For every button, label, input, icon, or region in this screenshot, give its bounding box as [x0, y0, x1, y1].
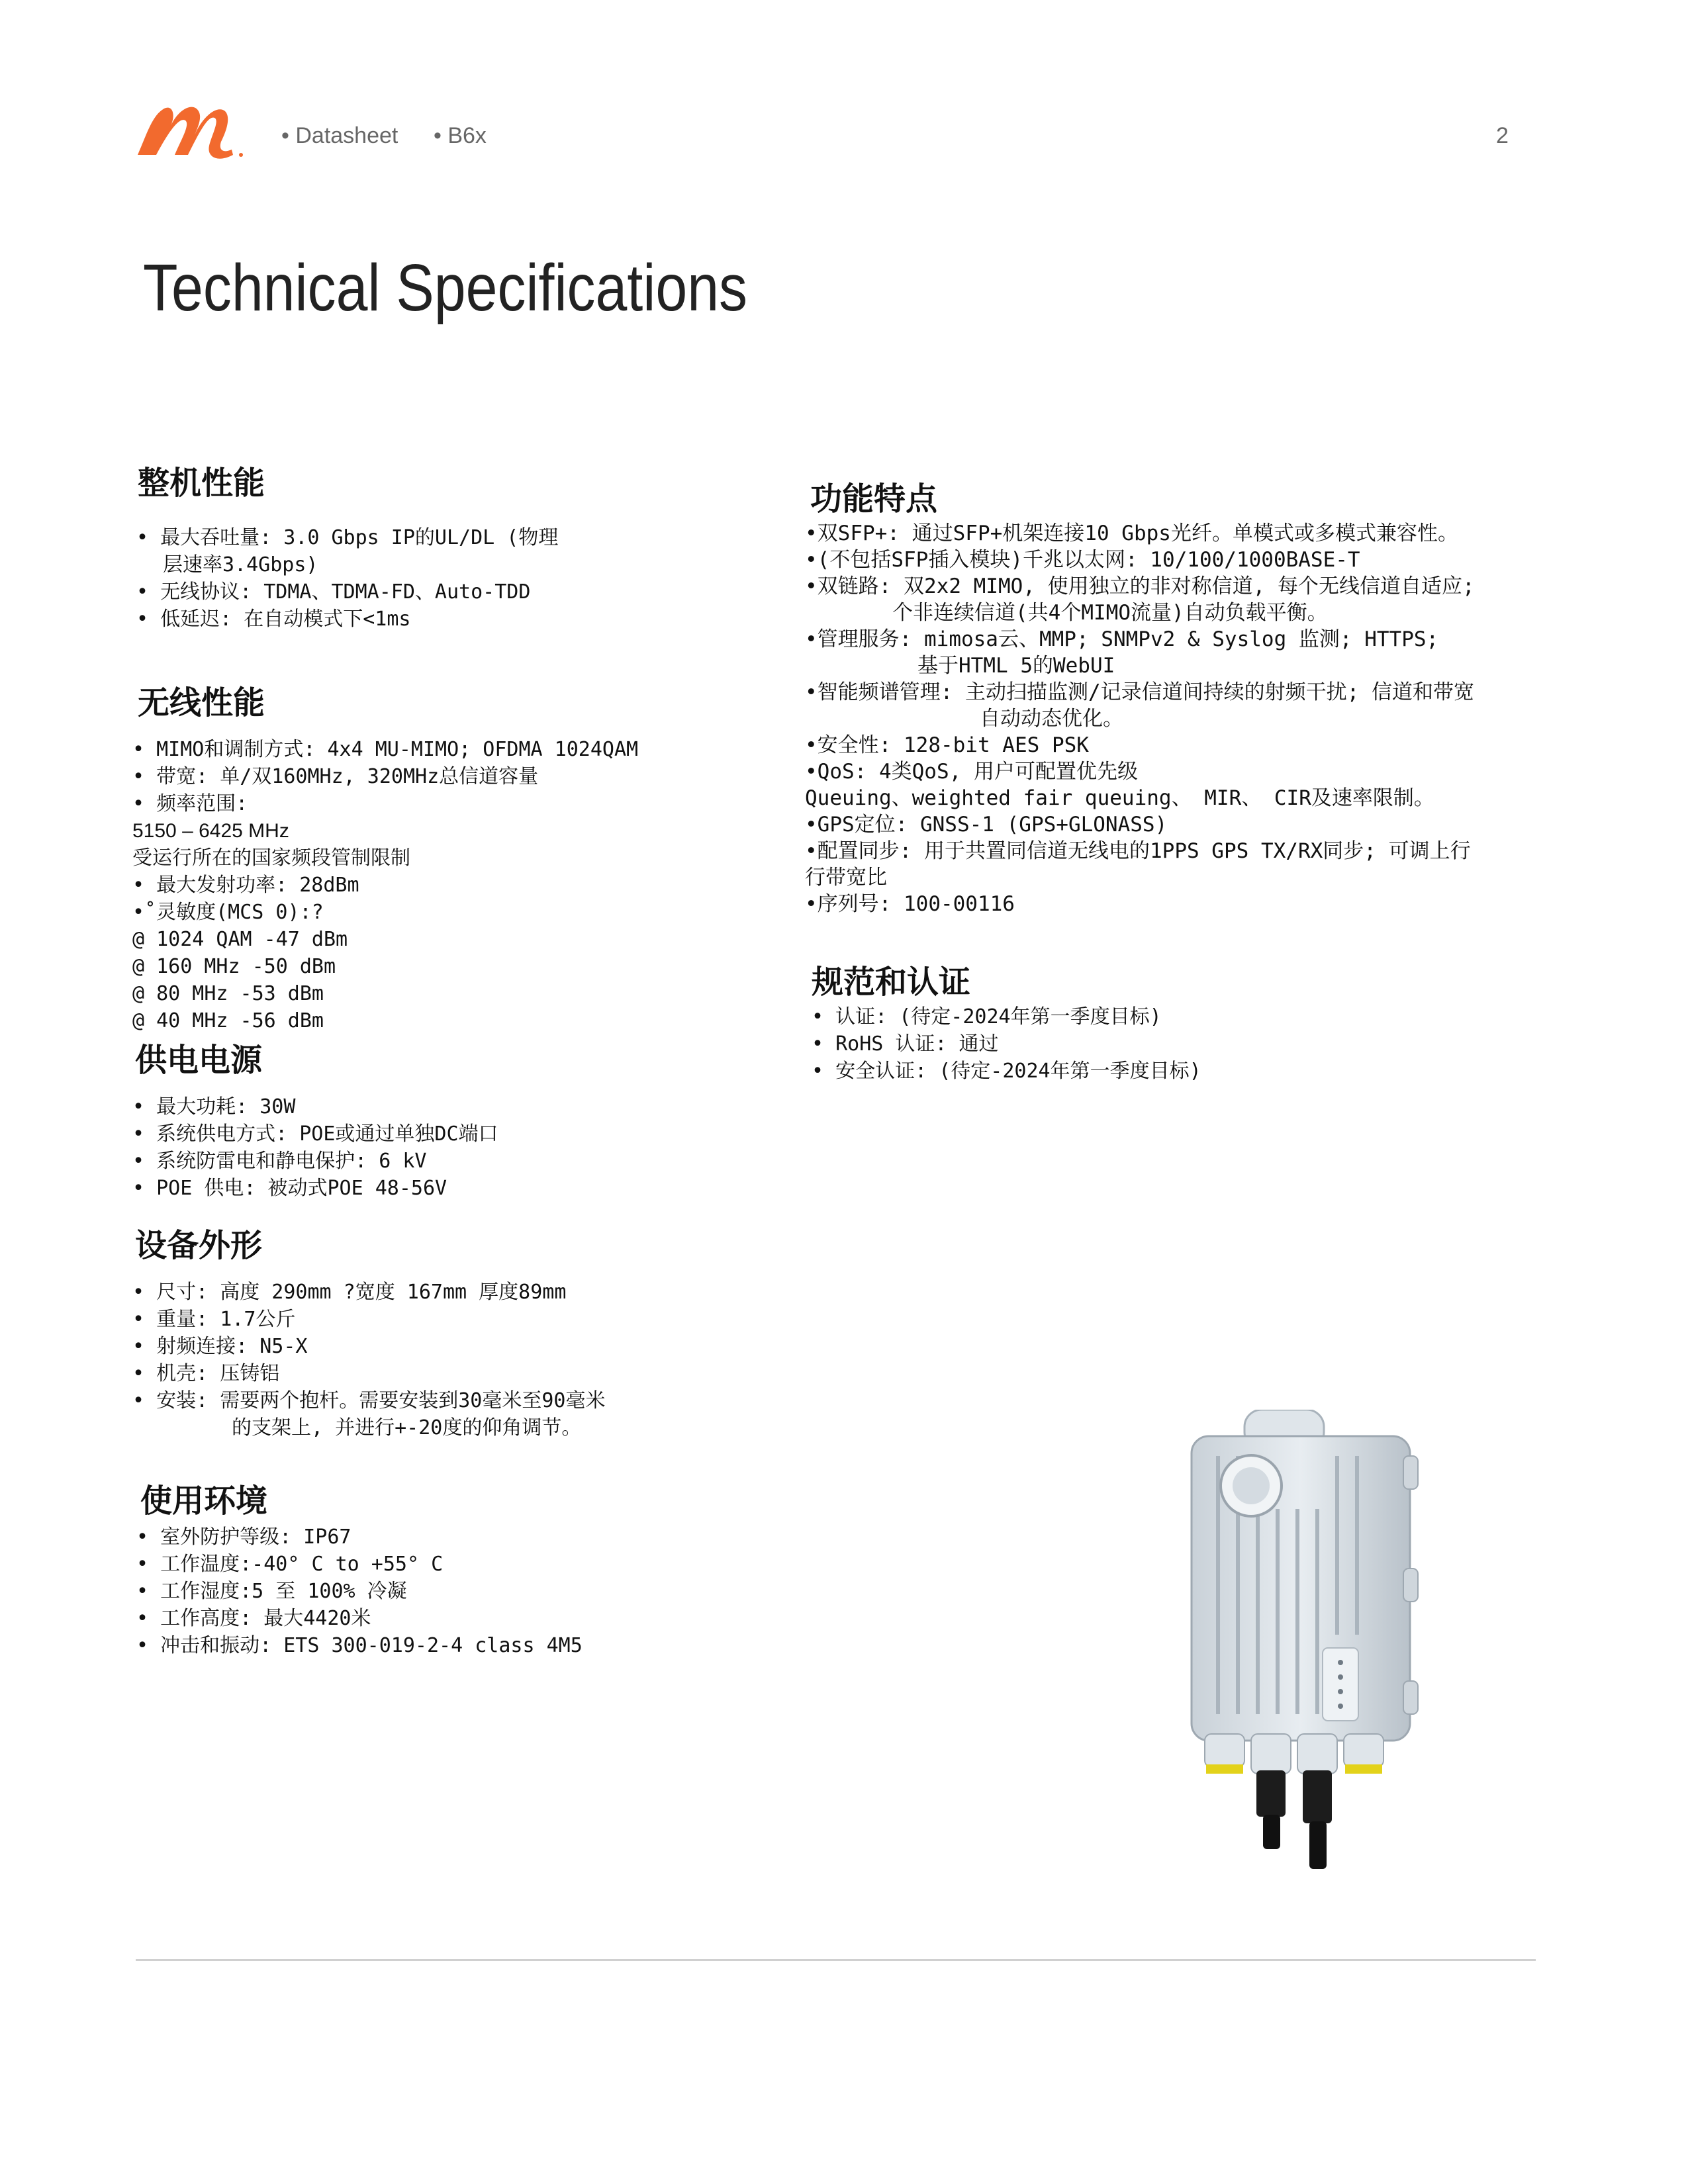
- section-heading: 供电电源: [135, 1042, 263, 1079]
- list-item: 自动动态优化。: [980, 707, 1123, 731]
- physical-list: [132, 1279, 606, 1441]
- list-item: • 最大功耗: 30W: [132, 1095, 296, 1118]
- section-heading: 使用环境: [140, 1482, 268, 1520]
- section-heading: 无线性能: [138, 684, 265, 721]
- list-item: 受运行所在的国家频段管制限制: [132, 846, 410, 870]
- section-heading: 设备外形: [135, 1227, 263, 1264]
- list-item: • 工作高度: 最大4420米: [136, 1607, 371, 1630]
- list-item: • MIMO和调制方式: 4x4 MU-MIMO; OFDMA 1024QAM: [132, 738, 639, 761]
- list-item: • 带宽: 单/双160MHz, 320MHz总信道容量: [132, 765, 539, 788]
- page-title: Technical Specifications: [143, 251, 748, 325]
- list-item: •双链路: 双2x2 MIMO, 使用独立的非对称信道, 每个无线信道自适应;: [805, 574, 1475, 598]
- list-item: • 频率范围:: [132, 792, 248, 815]
- page-number: 2: [1496, 123, 1509, 148]
- list-item: •双SFP+: 通过SFP+机架连接10 Gbps光纤。单模式或多模式兼容性。: [805, 522, 1458, 545]
- list-item: 的支架上, 并进行+-20度的仰角调节。: [232, 1416, 582, 1439]
- list-item: •管理服务: mimosa云、MMP; SNMPv2 & Syslog 监测; HTTPS;: [805, 627, 1439, 651]
- header-product-label: • B6x: [434, 123, 487, 148]
- list-item: • 工作湿度:5 至 100% 冷凝: [136, 1580, 407, 1603]
- list-item: • 射频连接: N5-X: [132, 1335, 308, 1358]
- list-item: •˚灵敏度(MCS 0):?: [132, 901, 324, 924]
- list-item: • 无线协议: TDMA、TDMA-FD、Auto-TDD: [136, 580, 531, 604]
- section-heading: 整机性能: [138, 465, 265, 502]
- list-item: • 尺寸: 高度 290mm ?宽度 167mm 厚度89mm: [132, 1281, 567, 1304]
- features-list: [805, 520, 1475, 917]
- performance-list: [136, 524, 558, 633]
- list-item: •智能频谱管理: 主动扫描监测/记录信道间持续的射频干扰; 信道和带宽: [805, 680, 1474, 704]
- list-item: @ 160 MHz -50 dBm: [132, 955, 336, 978]
- list-item: Queuing、weighted fair queuing、 MIR、 CIR及速率限制。: [805, 786, 1434, 810]
- section-heading: 功能特点: [810, 480, 938, 518]
- list-item: 行带宽比: [805, 866, 887, 889]
- list-item: •QoS: 4类QoS, 用户可配置优先级: [805, 760, 1138, 784]
- list-item: 基于HTML 5的WebUI: [917, 654, 1115, 678]
- list-item: • RoHS 认证: 通过: [812, 1032, 999, 1056]
- wireless-list: [132, 736, 638, 1034]
- list-item: • 低延迟: 在自动模式下<1ms: [136, 608, 411, 631]
- list-item: •安全性: 128-bit AES PSK: [805, 733, 1089, 757]
- list-item: •配置同步: 用于共置同信道无线电的1PPS GPS TX/RX同步; 可调上行: [805, 839, 1471, 863]
- section-heading: 规范和认证: [812, 964, 971, 1001]
- environment-list: [136, 1524, 583, 1659]
- list-item: • 安装: 需要两个抱杆。需要安装到30毫米至90毫米: [132, 1389, 606, 1412]
- list-item: • 室外防护等级: IP67: [136, 1525, 352, 1549]
- list-item: 层速率3.4Gbps): [163, 553, 318, 576]
- list-item: • 最大吞吐量: 3.0 Gbps IP的UL/DL (物理: [136, 526, 559, 549]
- list-item: • 系统供电方式: POE或通过单独DC端口: [132, 1122, 498, 1146]
- list-item: • POE 供电: 被动式POE 48-56V: [132, 1177, 447, 1200]
- list-item: • 安全认证: (待定-2024年第一季度目标): [812, 1060, 1201, 1083]
- list-item: @ 40 MHz -56 dBm: [132, 1009, 324, 1032]
- list-item: @ 80 MHz -53 dBm: [132, 982, 324, 1005]
- list-item: 个非连续信道(共4个MIMO流量)自动负载平衡。: [892, 601, 1328, 625]
- device-photo: [1165, 1410, 1443, 1873]
- list-item: •GPS定位: GNSS-1 (GPS+GLONASS): [805, 813, 1168, 837]
- list-item: • 认证: (待定-2024年第一季度目标): [812, 1005, 1162, 1028]
- certification-list: [812, 1003, 1201, 1085]
- list-item: • 最大发射功率: 28dBm: [132, 874, 359, 897]
- list-item: • 重量: 1.7公斤: [132, 1308, 296, 1331]
- footer-divider: [136, 1959, 1536, 1961]
- list-item: • 工作温度:-40° C to +55° C: [136, 1553, 444, 1576]
- list-item: 5150 – 6425 MHz: [132, 820, 289, 842]
- list-item: •序列号: 100-00116: [805, 892, 1015, 916]
- list-item: • 系统防雷电和静电保护: 6 kV: [132, 1150, 427, 1173]
- list-item: @ 1024 QAM -47 dBm: [132, 928, 348, 951]
- list-item: • 冲击和振动: ETS 300-019-2-4 class 4M5: [136, 1634, 583, 1657]
- list-item: • 机壳: 压铸铝: [132, 1362, 280, 1385]
- header-doc-label: • Datasheet: [281, 123, 399, 148]
- power-list: [132, 1093, 498, 1202]
- mimosa-logo: [132, 94, 258, 160]
- list-item: •(不包括SFP插入模块)千兆以太网: 10/100/1000BASE-T: [805, 548, 1360, 572]
